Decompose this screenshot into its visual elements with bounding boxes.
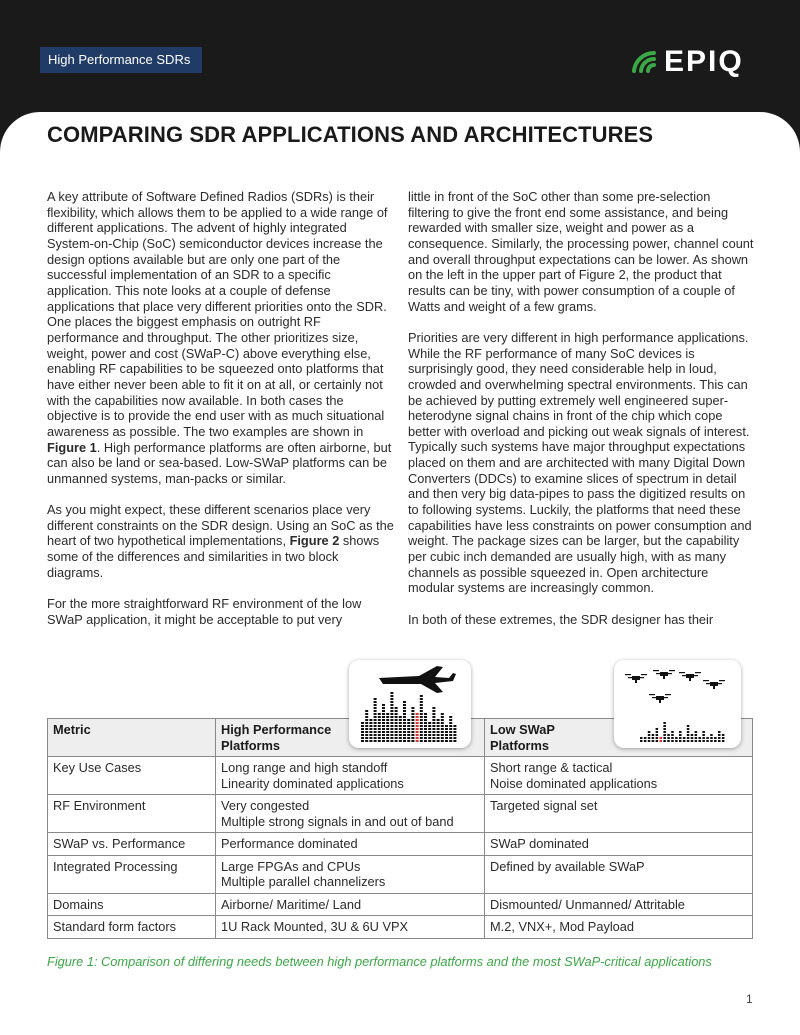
table-cell: Standard form factors: [48, 916, 216, 939]
figure-caption: Figure 1: Comparison of differing needs between high performance platforms and the most SWaP-critical applications: [47, 954, 712, 969]
airplane-spectrum-icon: [349, 660, 471, 748]
table-cell: Domains: [48, 893, 216, 916]
table-cell: Integrated Processing: [48, 855, 216, 893]
table-row: [48, 833, 753, 856]
right-paragraph-1: little in front of the SoC other than some pre-selection filtering to give the front end some assistance, and being rewarded with smaller size, weight and power as a consequence. Similarly, the processing power, channel count and overall throughput expectations can be lower. As shown on the left in the upper part of Figure 2, the product that results can be tiny, with power consumption of a couple of Watts and weight of a few grams.: [408, 189, 754, 314]
table-cell: Airborne/ Maritime/ Land: [216, 893, 485, 916]
page-title: COMPARING SDR APPLICATIONS AND ARCHITECTURES: [47, 122, 654, 147]
table-header-cell: Low SWaP Platforms: [485, 719, 753, 757]
table-cell: 1U Rack Mounted, 3U & 6U VPX: [216, 916, 485, 939]
table-row: [48, 855, 753, 893]
right-column: [408, 189, 755, 643]
left-column: [47, 189, 394, 643]
signal-wave-icon: [630, 49, 660, 75]
airplane-spectrum-inset: [349, 660, 471, 748]
left-paragraph-2: As you might expect, these different scenarios place very different constraints on the SDR design. Using an SoC as the heart of two hypothetical implementations, Figure 2 shows some of the differences and similarities in two block diagrams.: [47, 502, 394, 580]
table-cell: M.2, VNX+, Mod Payload: [485, 916, 753, 939]
table-row: [48, 916, 753, 939]
table-cell: Very congested Multiple strong signals in and out of band: [216, 795, 485, 833]
table-cell: SWaP dominated: [485, 833, 753, 856]
table-row: [48, 795, 753, 833]
logo-text: EPIQ: [664, 45, 744, 78]
epiq-logo: [630, 47, 744, 77]
left-paragraph-3: For the more straightforward RF environment of the low SWaP application, it might be acceptable to put very: [47, 596, 362, 627]
table-cell: SWaP vs. Performance: [48, 833, 216, 856]
page-number: 1: [746, 992, 753, 1006]
table-cell: Performance dominated: [216, 833, 485, 856]
left-paragraph-1: A key attribute of Software Defined Radios (SDRs) is their flexibility, which allows them to be applied to a wide range of different applications. The advent of highly integrated System-on-Chip (SoC) semiconductor devices increase the design options available but are only one part of the successful implementation of an SDR to a specific application. This note looks at a couple of defense applications that place very different priorities onto the SDR. One places the biggest emphasis on outright RF performance and throughput. The other prioritizes size, weight, power and cost (SWaP-C) above everything else, enabling RF capabilities to be squeezed onto platforms that have either never been able to fit it on at all, or certainly not with the capabilities now available. In both cases the objective is to provide the end user with as much situational awareness as possible. The two examples are shown in Figure 1. High performance platforms are often airborne, but can also be land or sea-based. Low-SWaP platforms can be unmanned systems, man-packs or similar.: [47, 189, 392, 486]
table-row: [48, 893, 753, 916]
table-cell: RF Environment: [48, 795, 216, 833]
drones-spectrum-inset: [614, 660, 741, 748]
table-row: [48, 757, 753, 795]
right-paragraph-2: Priorities are very different in high performance applications. While the RF performance of many SoC devices is surprisingly good, they need considerable help in loud, crowded and overwhelming spectral environments. This can be achieved by putting extremely well engineered super-heterodyne signal chains in front of the chip which cope better with overload and picking out weak signals of interest. Typically such systems have major throughput expectations placed on them and are architected with many Digital Down Converters (DDCs) to examine slices of spectrum in detail and then very big data-pipes to pass the digitized results on to following systems. Luckily, the platforms that need these capabilities have less constraints on power consumption and weight. The package sizes can be larger, but the capability per cubic inch demanded are usually high, with as many channels as possible squeezed in. Open architecture modular systems are increasingly common.: [408, 329, 752, 596]
table-cell: Dismounted/ Unmanned/ Attritable: [485, 893, 753, 916]
table-cell: Long range and high standoff Linearity dominated applications: [216, 757, 485, 795]
table-header-cell: High Performance Platforms: [216, 719, 485, 757]
table-cell: Targeted signal set: [485, 795, 753, 833]
table-cell: Large FPGAs and CPUs Multiple parallel channelizers: [216, 855, 485, 893]
table-cell: Short range & tactical Noise dominated applications: [485, 757, 753, 795]
table-cell: Key Use Cases: [48, 757, 216, 795]
table-cell: Defined by available SWaP: [485, 855, 753, 893]
table-header-cell: Metric: [48, 719, 216, 757]
comparison-table: [47, 718, 753, 939]
right-paragraph-3: In both of these extremes, the SDR designer has their: [408, 611, 714, 627]
section-tag: High Performance SDRs: [40, 47, 202, 73]
drones-spectrum-icon: [614, 660, 741, 748]
